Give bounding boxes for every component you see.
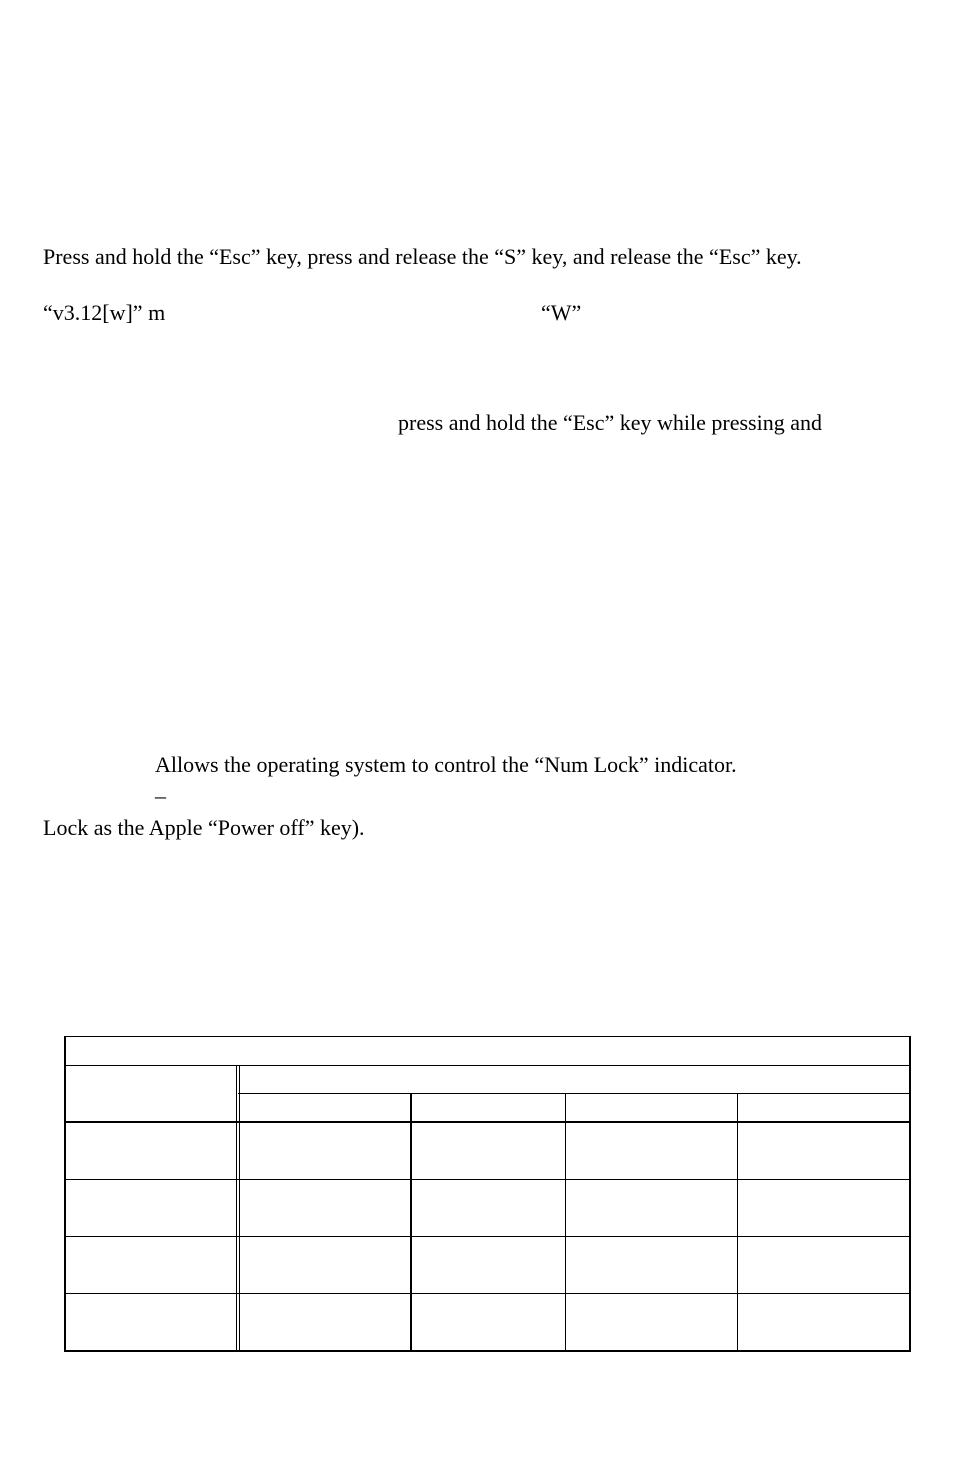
table-col-divider [737, 1093, 738, 1352]
table-border-right [909, 1036, 911, 1352]
table-col-divider [239, 1065, 240, 1352]
table-row-divider [64, 1293, 911, 1294]
table-row-divider [64, 1236, 911, 1237]
table-border-left [64, 1036, 66, 1352]
press-hold-instruction: press and hold the “Esc” key while pressing and [398, 410, 822, 435]
table-border-top [64, 1036, 911, 1037]
table-header-divider [64, 1121, 911, 1123]
version-label: “v3.12[w]” m [43, 300, 166, 325]
dash-marker: – [155, 783, 166, 808]
table-col-divider [565, 1093, 566, 1352]
data-table [64, 1036, 911, 1352]
table-border-bottom [64, 1350, 911, 1352]
w-label: “W” [541, 300, 582, 325]
table-row-divider [64, 1179, 911, 1180]
esc-s-instruction: Press and hold the “Esc” key, press and release the “S” key, and release the “Esc” key. [43, 244, 802, 269]
power-off-description: Lock as the Apple “Power off” key). [43, 815, 365, 840]
table-col-divider [410, 1093, 412, 1352]
table-title-divider [64, 1065, 911, 1066]
table-group-divider [238, 1093, 911, 1094]
num-lock-description: Allows the operating system to control the “Num Lock” indicator. [155, 752, 737, 777]
table-col-divider [236, 1065, 237, 1352]
